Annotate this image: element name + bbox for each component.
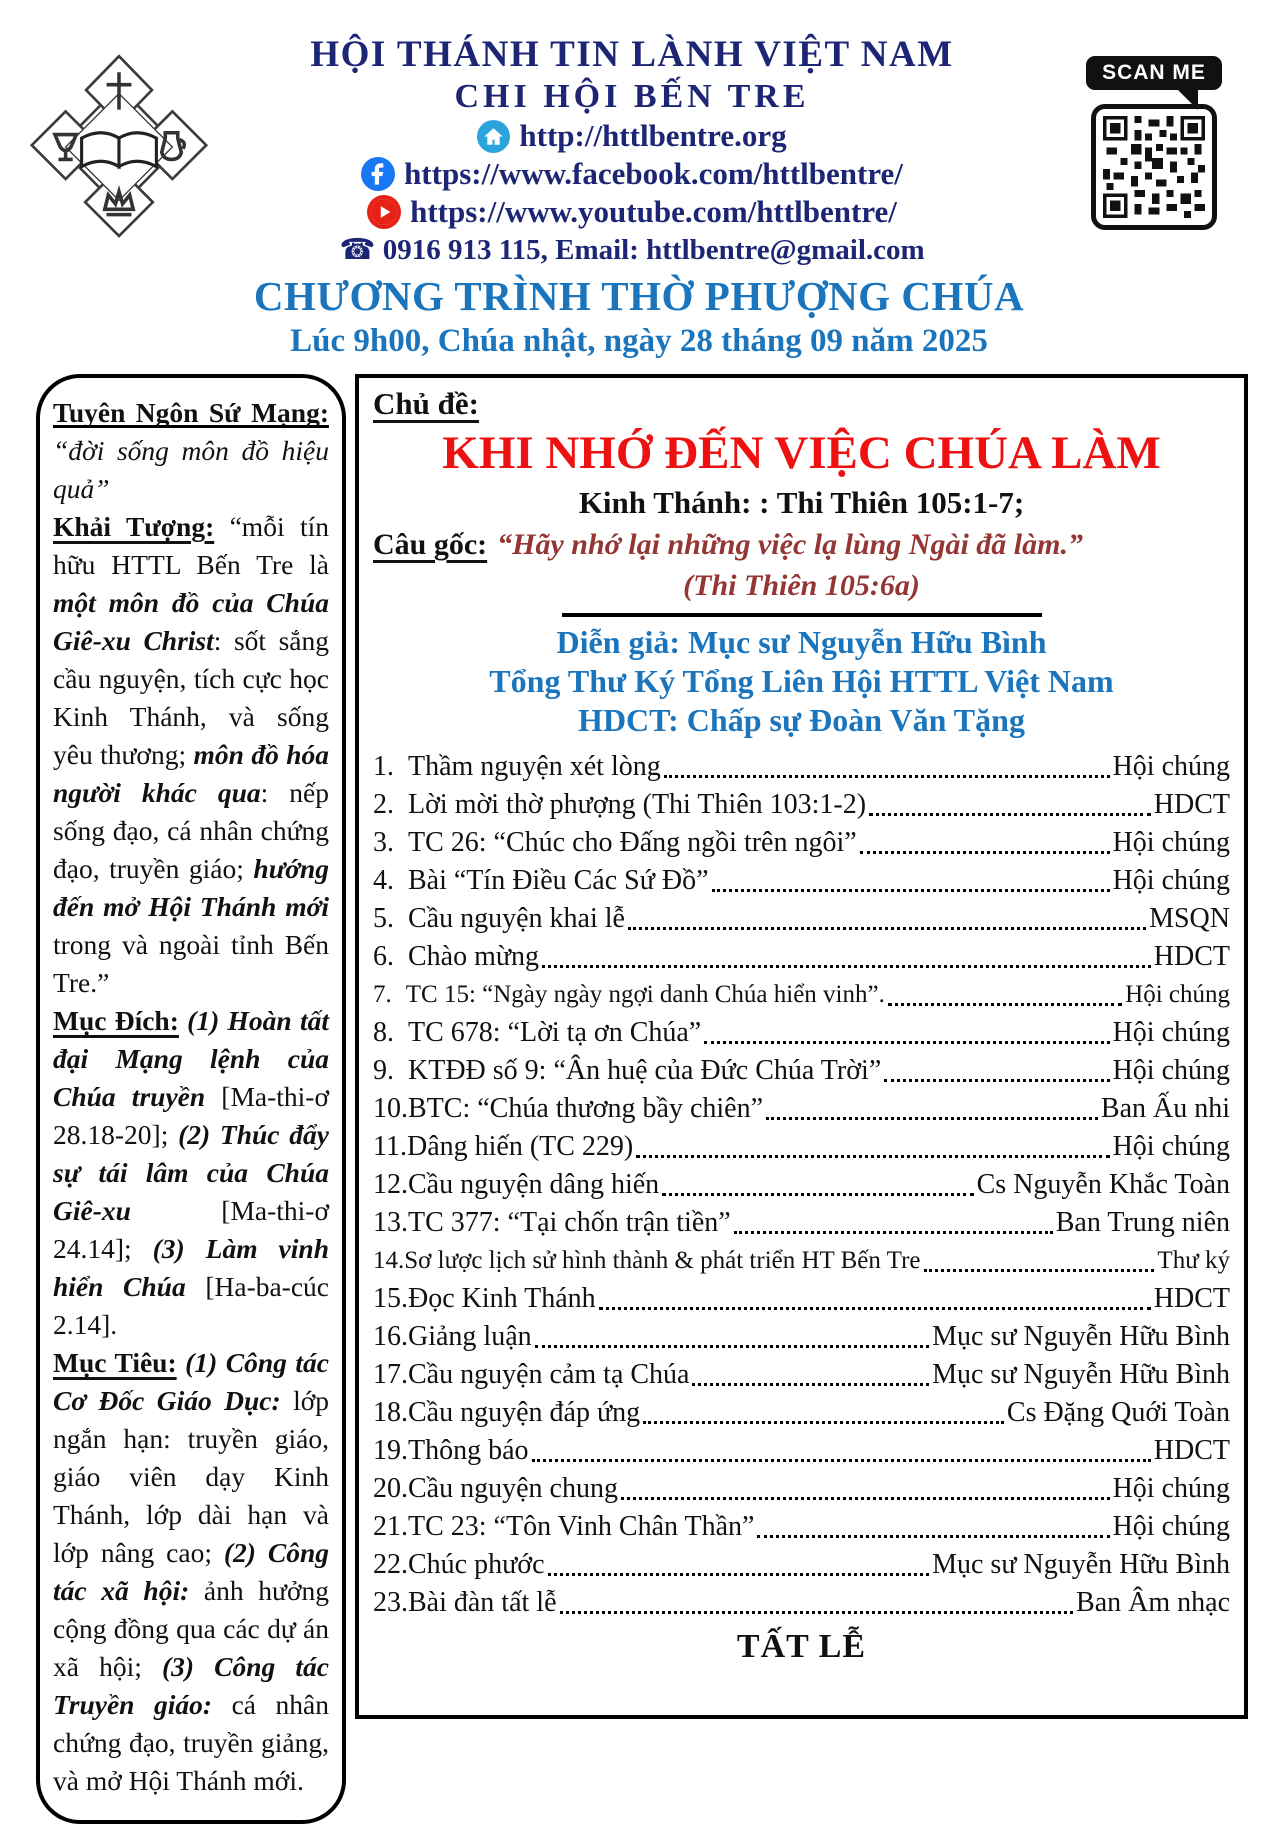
- dot-leader: [628, 927, 1146, 930]
- program-item-number: 13.: [373, 1206, 408, 1238]
- dot-leader: [636, 1155, 1109, 1158]
- program-item: [373, 1394, 1230, 1432]
- divider: [562, 613, 1042, 617]
- program-item-title: Thầm nguyện xét lòng: [408, 750, 661, 782]
- program-item-number: 14.: [373, 1246, 405, 1274]
- dot-leader: [542, 965, 1151, 968]
- program-item-assignee: Hội chúng: [1112, 1510, 1230, 1542]
- program-item-number: 23.: [373, 1586, 408, 1618]
- program-item: [373, 1318, 1230, 1356]
- program-item-assignee: Hội chúng: [1112, 1054, 1230, 1086]
- program-item-number: 11.: [373, 1130, 407, 1162]
- dot-leader: [766, 1117, 1098, 1120]
- website-row: [210, 117, 1054, 155]
- dot-leader: [692, 1383, 929, 1386]
- service-datetime: Lúc 9h00, Chúa nhật, ngày 28 tháng 09 năm 2025: [290, 323, 988, 360]
- program-item-title: Giảng luận: [408, 1320, 532, 1352]
- program-item-assignee: Hội chúng: [1112, 1016, 1230, 1048]
- program-item: [373, 824, 1230, 862]
- program-item: [373, 1584, 1230, 1622]
- facebook-icon: [361, 157, 395, 191]
- youtube-icon: [367, 195, 401, 229]
- program-item-title: BTC: “Chúa thương bầy chiên”: [408, 1092, 764, 1124]
- program-item-title: Thông báo: [408, 1434, 529, 1466]
- program-item-title: Cầu nguyện khai lễ: [408, 902, 625, 934]
- program-item-title: Chào mừng: [408, 940, 540, 972]
- program-item-number: 4.: [373, 864, 394, 896]
- qr-area: [1054, 34, 1254, 230]
- org-name: HỘI THÁNH TIN LÀNH VIỆT NAM: [310, 34, 954, 75]
- dot-leader: [560, 1611, 1074, 1614]
- program-item-number: 22.: [373, 1548, 408, 1580]
- facebook-url: https://www.facebook.com/httlbentre/: [404, 156, 903, 192]
- goals-paragraph: Mục Tiêu: (1) Công tác Cơ Đốc Giáo Dục: lớp ngắn hạn: truyền giáo, giáo viên dạy Kinh Thánh, lớp dài hạn và lớp nâng cao; (2) Công tác xã hội: ảnh hưởng cộng đồng qua các dự án xã hội; (3) Công tác Truyền giáo: cá nhân chứng đạo, truyền giảng, và mở Hội Thánh mới.: [53, 1347, 329, 1797]
- program-item: [373, 1356, 1230, 1394]
- qr-code-graphic: [1103, 116, 1205, 218]
- program-item-title: Sơ lược lịch sử hình thành & phát triển HT Bến Tre: [404, 1246, 921, 1274]
- program-list: [373, 748, 1230, 1622]
- worship-panel: [355, 374, 1248, 1719]
- website-url: http://httlbentre.org: [519, 118, 787, 154]
- program-item: [373, 1508, 1230, 1546]
- program-item-number: 15.: [373, 1282, 408, 1314]
- mission-panel: [36, 374, 346, 1824]
- program-item: [373, 938, 1230, 976]
- program-item-assignee: Thư ký: [1157, 1246, 1230, 1274]
- dot-leader: [884, 1079, 1109, 1082]
- phone-row: [210, 231, 1054, 268]
- program-item-title: Dâng hiến (TC 229): [406, 1130, 634, 1162]
- program-item-assignee: Ban Âm nhạc: [1076, 1586, 1230, 1618]
- program-item-assignee: Ban Ấu nhi: [1100, 1092, 1230, 1124]
- service-title: CHƯƠNG TRÌNH THỜ PHƯỢNG CHÚA: [253, 273, 1025, 320]
- program-item: [373, 786, 1230, 824]
- program-item-number: 17.: [373, 1358, 408, 1390]
- program-item-title: Bài “Tín Điều Các Sứ Đồ”: [408, 864, 709, 896]
- purpose-paragraph: Mục Đích: (1) Hoàn tất đại Mạng lệnh của Chúa truyền [Ma-thi-ơ 28.18-20]; (2) Thúc đẩy sự tái lâm của Chúa Giê-xu [Ma-thi-ơ 24.14]; (3) Làm vinh hiển Chúa [Ha-ba-cúc 2.14].: [53, 1005, 329, 1341]
- program-item-number: 10.: [373, 1092, 408, 1124]
- key-verse-label: Câu gốc:: [373, 528, 488, 562]
- program-item-assignee: Hội chúng: [1112, 1130, 1230, 1162]
- program-item-title: KTĐĐ số 9: “Ân huệ của Đức Chúa Trời”: [408, 1054, 882, 1086]
- scan-me-badge: SCAN ME: [1086, 56, 1222, 90]
- program-item-title: Cầu nguyện cảm tạ Chúa: [408, 1358, 690, 1390]
- key-verse-text: “Hãy nhớ lại những việc lạ lùng Ngài đã làm.”: [497, 528, 1083, 562]
- dot-leader: [643, 1421, 1004, 1424]
- program-item: [373, 862, 1230, 900]
- dot-leader: [532, 1459, 1151, 1462]
- program-item: [373, 1432, 1230, 1470]
- program-item-assignee: Mục sư Nguyễn Hữu Bình: [932, 1320, 1230, 1352]
- dot-leader: [548, 1573, 930, 1576]
- program-item: [373, 976, 1230, 1014]
- header: [0, 34, 1278, 268]
- branch-name: CHI HỘI BẾN TRE: [454, 77, 810, 115]
- program-item-assignee: Ban Trung niên: [1055, 1206, 1230, 1238]
- program-item-assignee: MSQN: [1149, 902, 1230, 934]
- church-logo: [30, 34, 210, 242]
- program-item-number: 12.: [373, 1168, 408, 1200]
- scripture-reference: Kinh Thánh: : Thi Thiên 105:1-7;: [578, 484, 1025, 520]
- program-item-title: Chúc phước: [408, 1548, 545, 1580]
- key-verse-line: [373, 525, 1230, 566]
- program-item-assignee: Cs Đặng Quới Toàn: [1006, 1396, 1230, 1428]
- church-logo-graphic: [30, 52, 208, 242]
- program-item-assignee: Hội chúng: [1112, 864, 1230, 896]
- program-item-number: 8.: [373, 1016, 394, 1048]
- program-item-assignee: HDCT: [1153, 1434, 1230, 1466]
- qr-code: [1091, 104, 1217, 230]
- dot-leader: [757, 1535, 1109, 1538]
- program-item-number: 20.: [373, 1472, 408, 1504]
- program-item-assignee: Hội chúng: [1112, 1472, 1230, 1504]
- topic-label: Chủ đề:: [373, 386, 479, 422]
- key-verse-ref: (Thi Thiên 105:6a): [683, 568, 920, 602]
- program-item-title: Cầu nguyện chung: [408, 1472, 618, 1504]
- program-item-number: 1.: [373, 750, 394, 782]
- dot-leader: [664, 775, 1110, 778]
- program-item: [373, 1090, 1230, 1128]
- speaker-line: Diễn giả: Mục sư Nguyễn Hữu Bình: [556, 623, 1047, 660]
- program-item-assignee: Hội chúng: [1112, 750, 1230, 782]
- program-item-title: Đọc Kinh Thánh: [408, 1282, 596, 1314]
- mission-quote: “đời sống môn đồ hiệu quả”: [53, 435, 329, 505]
- dot-leader: [869, 813, 1151, 816]
- program-item-assignee: Hội chúng: [1112, 826, 1230, 858]
- program-item-number: 5.: [373, 902, 394, 934]
- program-item-assignee: HDCT: [1153, 1282, 1230, 1314]
- program-item: [373, 1242, 1230, 1280]
- dot-leader: [888, 1003, 1122, 1006]
- dot-leader: [599, 1307, 1151, 1310]
- program-item-number: 9.: [373, 1054, 394, 1086]
- program-item-title: TC 23: “Tôn Vinh Chân Thần”: [408, 1510, 755, 1542]
- program-item-title: TC 15: “Ngày ngày ngợi danh Chúa hiển vinh”.: [405, 980, 885, 1008]
- program-item: [373, 1546, 1230, 1584]
- program-item-assignee: Mục sư Nguyễn Hữu Bình: [932, 1358, 1230, 1390]
- dot-leader: [860, 851, 1110, 854]
- program-item-number: 16.: [373, 1320, 408, 1352]
- program-item-title: Cầu nguyện dâng hiến: [408, 1168, 660, 1200]
- program-item-title: TC 26: “Chúc cho Đấng ngồi trên ngôi”: [408, 826, 857, 858]
- program-item: [373, 1280, 1230, 1318]
- topic-title: KHI NHỚ ĐẾN VIỆC CHÚA LÀM: [442, 427, 1161, 480]
- program-item-assignee: Cs Nguyễn Khắc Toàn: [976, 1168, 1230, 1200]
- program-item-assignee: HDCT: [1153, 788, 1230, 820]
- dot-leader: [712, 889, 1110, 892]
- content-columns: [0, 360, 1278, 1824]
- program-item-number: 7.: [373, 980, 392, 1008]
- dot-leader: [662, 1193, 973, 1196]
- phone-icon: ☎: [339, 231, 376, 266]
- program-item-number: 18.: [373, 1396, 408, 1428]
- program-item: [373, 1204, 1230, 1242]
- program-item: [373, 1052, 1230, 1090]
- program-item-number: 3.: [373, 826, 394, 858]
- dot-leader: [734, 1231, 1053, 1234]
- program-item-assignee: HDCT: [1153, 940, 1230, 972]
- dot-leader: [704, 1041, 1109, 1044]
- dot-leader: [924, 1269, 1155, 1272]
- program-item: [373, 1014, 1230, 1052]
- speaker-title-line: Tổng Thư Ký Tổng Liên Hội HTTL Việt Nam: [489, 662, 1114, 699]
- program-item-title: Cầu nguyện đáp ứng: [408, 1396, 641, 1428]
- dot-leader: [621, 1497, 1110, 1500]
- service-leader-line: HDCT: Chấp sự Đoàn Văn Tặng: [578, 701, 1025, 738]
- program-item: [373, 1470, 1230, 1508]
- program-item-title: TC 377: “Tại chốn trận tiền”: [408, 1206, 731, 1238]
- program-item-number: 19.: [373, 1434, 408, 1466]
- program-item: [373, 1128, 1230, 1166]
- dot-leader: [535, 1345, 929, 1348]
- mission-label: Tuyên Ngôn Sứ Mạng:: [53, 394, 329, 432]
- closing-text: TẤT LỄ: [736, 1627, 867, 1665]
- program-item-assignee: Hội chúng: [1125, 980, 1230, 1008]
- program-item-title: TC 678: “Lời tạ ơn Chúa”: [408, 1016, 702, 1048]
- program-item-title: Bài đàn tất lễ: [408, 1586, 557, 1618]
- program-item-assignee: Mục sư Nguyễn Hữu Bình: [932, 1548, 1230, 1580]
- facebook-row: [210, 155, 1054, 193]
- youtube-url: https://www.youtube.com/httlbentre/: [410, 193, 897, 229]
- program-item-title: Lời mời thờ phượng (Thi Thiên 103:1-2): [408, 788, 867, 820]
- header-text: [210, 34, 1054, 268]
- phone-email: 0916 913 115, Email: httlbentre@gmail.com: [382, 233, 925, 266]
- program-item-number: 2.: [373, 788, 394, 820]
- program-item-number: 6.: [373, 940, 394, 972]
- program-item: [373, 1166, 1230, 1204]
- program-item: [373, 900, 1230, 938]
- vision-paragraph: Khải Tượng: “mỗi tín hữu HTTL Bến Tre là một môn đồ của Chúa Giê-xu Christ: sốt sắng cầu nguyện, tích cực học Kinh Thánh, và sống yêu thương; môn đồ hóa người khác qua: nếp sống đạo, cá nhân chứng đạo, truyền giáo; hướng đến mở Hội Thánh mới trong và ngoài tỉnh Bến Tre.”: [53, 511, 330, 999]
- program-item: [373, 748, 1230, 786]
- program-item-number: 21.: [373, 1510, 408, 1542]
- youtube-row: [210, 193, 1054, 231]
- home-icon: [477, 120, 510, 153]
